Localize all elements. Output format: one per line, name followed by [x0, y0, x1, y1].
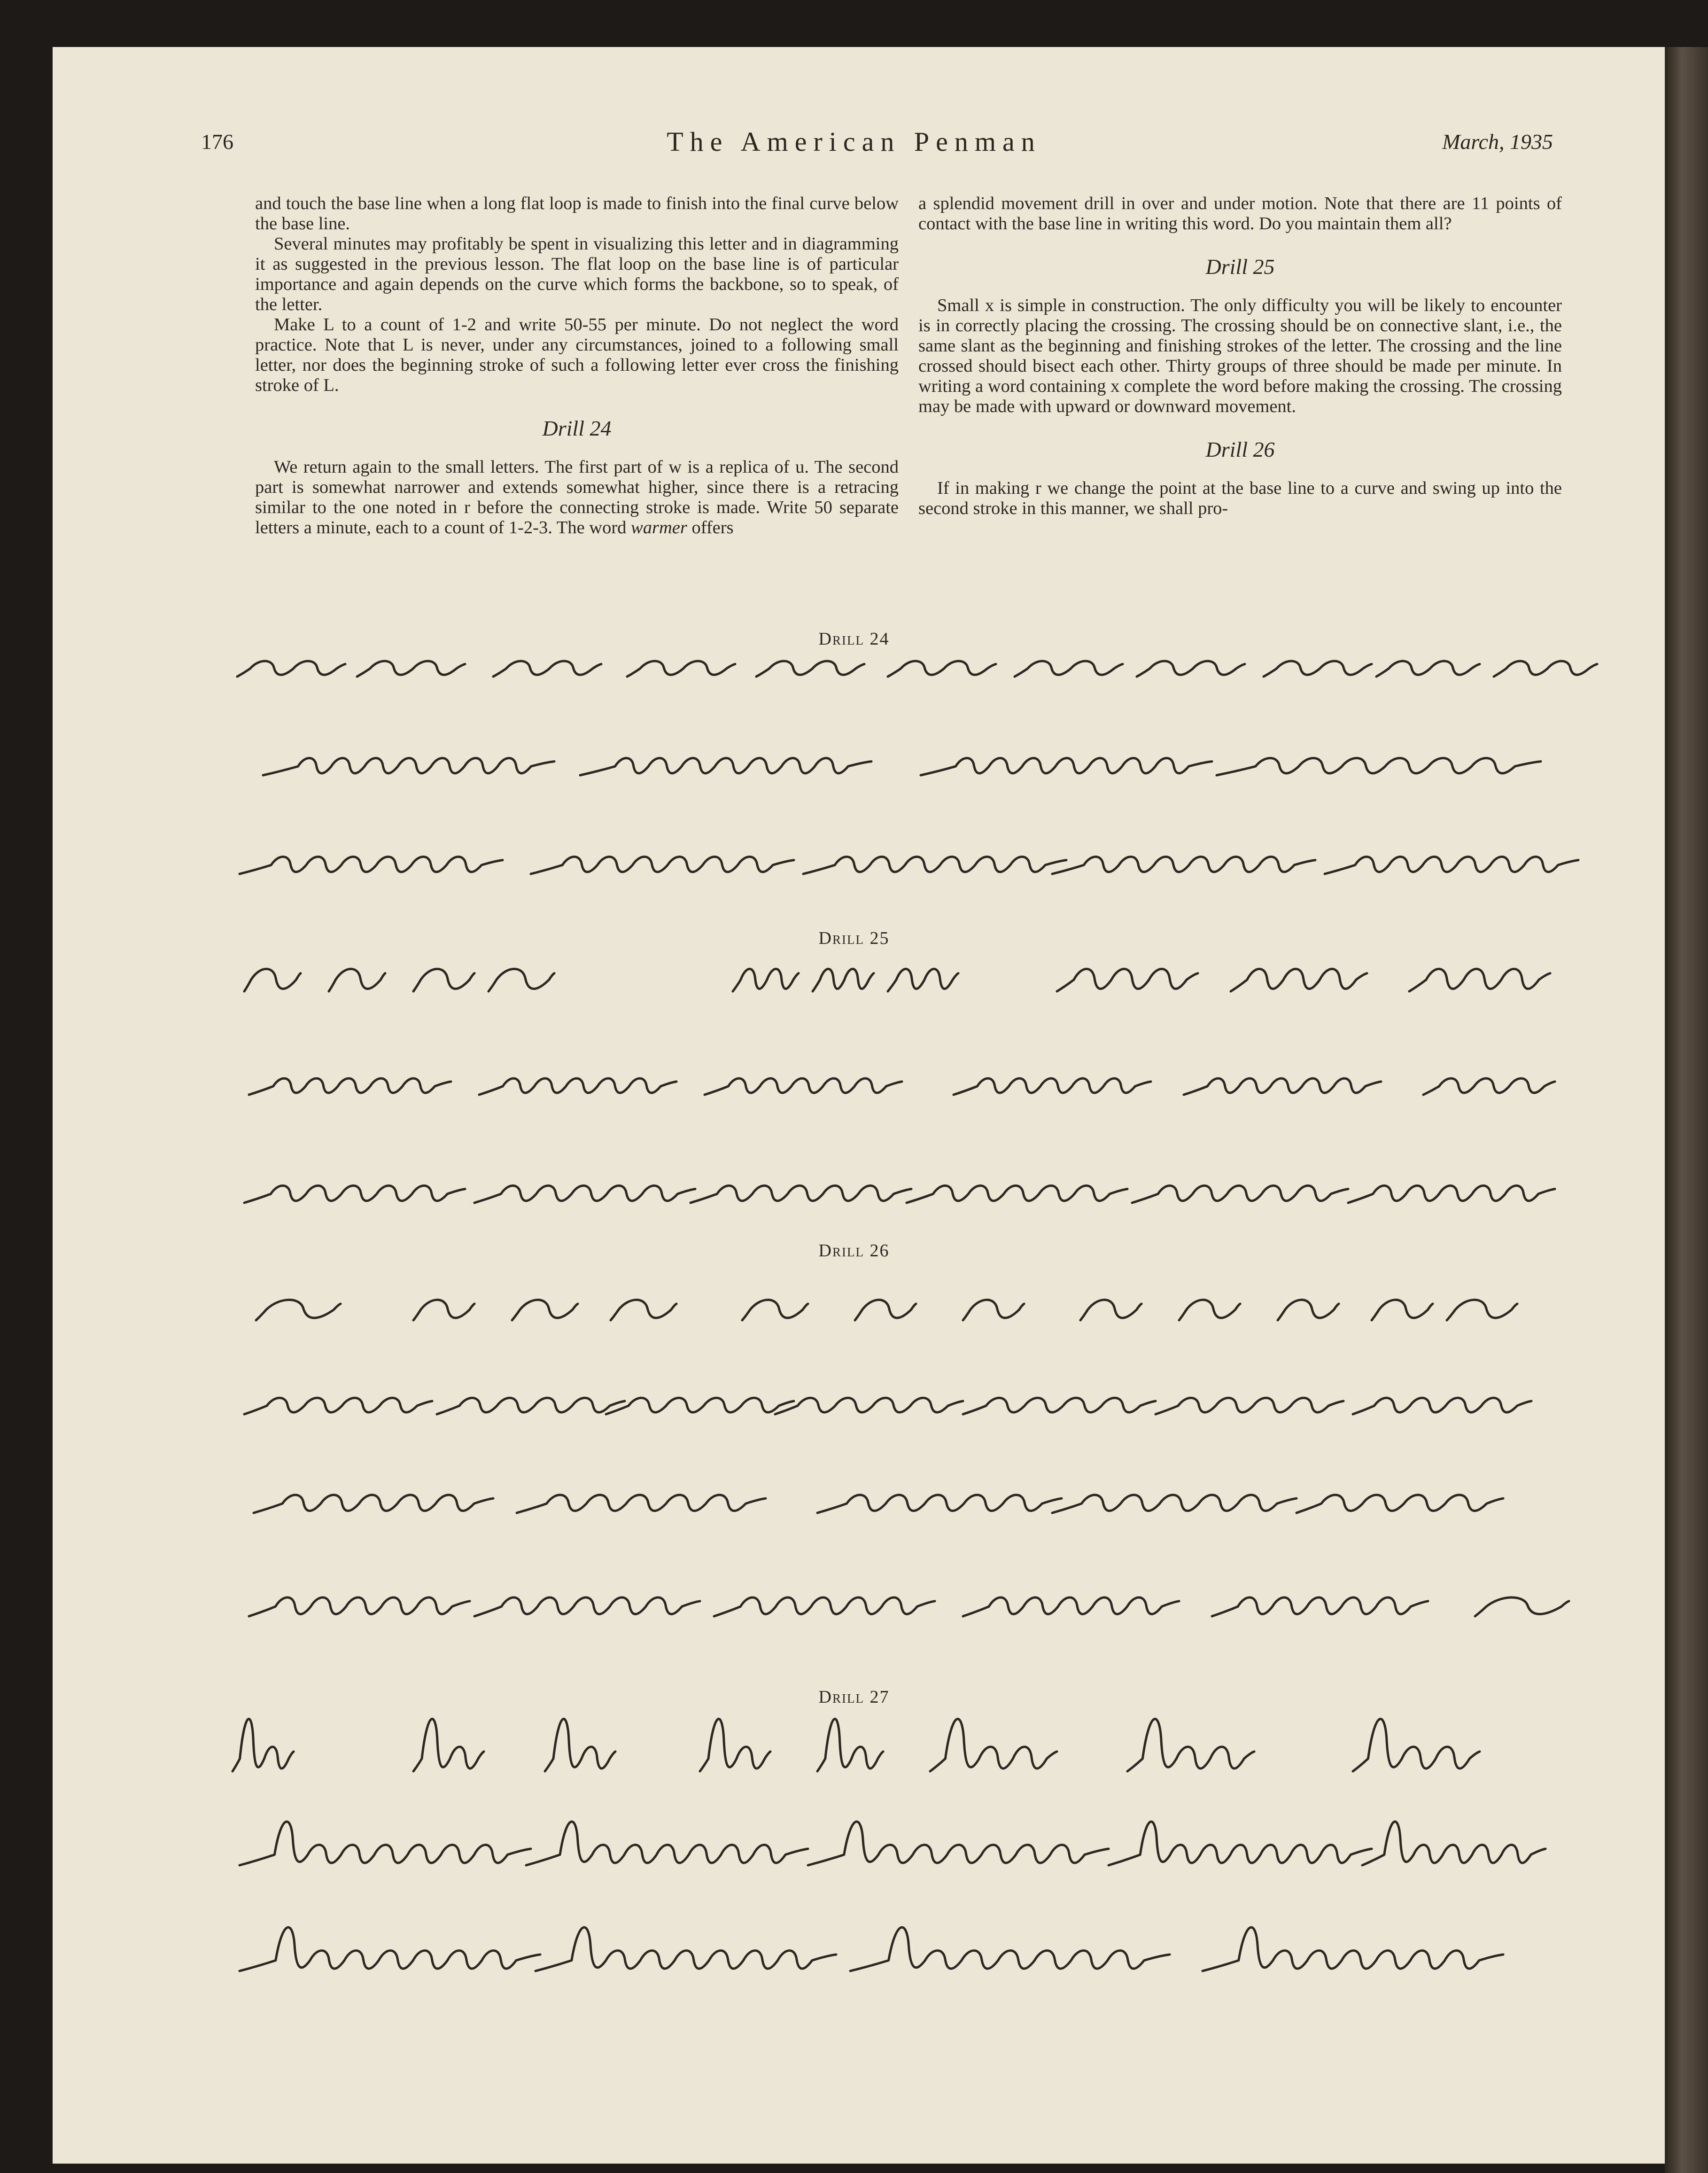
- handwriting-xenia: [705, 1078, 902, 1095]
- handwriting-humane: [526, 1822, 808, 1865]
- handwriting-vine: [775, 1398, 963, 1414]
- handwriting-vine: [1156, 1398, 1343, 1414]
- handwriting-v-drill: [742, 1300, 808, 1320]
- handwriting-xenia: [479, 1078, 676, 1095]
- handwriting-venon: [817, 1495, 1062, 1513]
- handwriting-xenia: [954, 1078, 1151, 1095]
- handwriting-writer: [1052, 857, 1315, 874]
- handwriting-v-drill: [1447, 1300, 1517, 1320]
- handwriting-x-drill: [1231, 969, 1367, 991]
- handwriting-v-drill: [855, 1300, 916, 1320]
- handwriting-w-drill: [1494, 661, 1597, 677]
- handwriting-h-drill: [413, 1719, 484, 1771]
- handwriting-w-drill: [888, 661, 996, 677]
- handwriting-x-drill: [888, 969, 958, 991]
- handwriting-warmer: [1217, 758, 1541, 775]
- paragraph: If in making r we change the point at the base line to a curve and swing up into the second stroke in this manner, we shall pro-: [918, 478, 1562, 518]
- handwriting-v-drill: [1080, 1300, 1141, 1320]
- section-heading: Drill 24: [542, 416, 612, 440]
- handwriting-vine: [963, 1398, 1156, 1414]
- handwriting-verify: [714, 1597, 935, 1616]
- handwriting-hammer: [536, 1927, 836, 1971]
- handwriting-x-drill: [1057, 969, 1198, 991]
- handwriting-v-drill: [963, 1300, 1024, 1320]
- handwriting-w-drill: [1376, 661, 1480, 677]
- handwriting-h-drill: [930, 1719, 1057, 1771]
- handwriting-v-drill: [1278, 1300, 1339, 1320]
- handwriting-xebec: [907, 1186, 1127, 1203]
- handwriting-writer: [1325, 857, 1578, 874]
- handwriting-h-drill: [1353, 1719, 1480, 1771]
- handwriting-h-drill: [1127, 1719, 1254, 1771]
- handwriting-venon: [254, 1495, 493, 1513]
- handwriting-v-drill: [256, 1300, 341, 1320]
- handwriting-w-drill: [1264, 661, 1372, 677]
- handwriting-writer: [803, 857, 1066, 874]
- handwriting-warmer: [580, 758, 871, 775]
- handwriting-w-drill: [237, 661, 345, 677]
- handwriting-vine: [437, 1398, 625, 1414]
- handwriting-xenia: [1423, 1078, 1555, 1095]
- paragraph: Small x is simple in construction. The only difficulty you will be likely to encounter is in correctly placing the crossing. The crossing should be on connective slant, i.e., the same slant as the beginning and finishing strokes of the letter. The crossing and the line crossed should bisect each other. Thirty groups of three should be made per minute. In writing a word containing x complete the word before making the crossing. The crossing may be made with upward or downward movement.: [918, 296, 1562, 416]
- handwriting-verify: [249, 1597, 470, 1616]
- handwriting-h-drill: [545, 1719, 615, 1771]
- handwriting-xebec: [474, 1186, 695, 1203]
- handwriting-humane: [1109, 1822, 1372, 1865]
- handwriting-venon: [517, 1495, 766, 1513]
- handwriting-vine: [1353, 1398, 1531, 1414]
- publication-title: The American Penman: [667, 126, 1041, 157]
- handwriting-venon: [1052, 1495, 1297, 1513]
- handwriting-writer: [240, 857, 503, 874]
- handwriting-v-drill: [413, 1300, 474, 1320]
- handwriting-h-drill: [817, 1719, 883, 1771]
- handwriting-warmer: [921, 758, 1212, 775]
- handwriting-v-drill: [1179, 1300, 1240, 1320]
- handwriting-w-drill: [493, 661, 601, 677]
- section-heading: Drill 26: [1205, 437, 1275, 461]
- handwriting-humane: [808, 1822, 1109, 1865]
- handwriting-x-drill: [813, 969, 874, 991]
- handwriting-xebec: [691, 1186, 911, 1203]
- handwriting-x-drill: [329, 969, 385, 991]
- handwriting-verify: [1212, 1597, 1428, 1616]
- section-heading: Drill 25: [1205, 255, 1275, 279]
- paragraph: Make L to a count of 1-2 and write 50-55 per minute. Do not neglect the word practice. Note that L is never, under any circumstances, joined to a following small letter, nor does the beginning stroke of such a following letter ever cross the finishing stroke of L.: [255, 315, 899, 395]
- handwriting-h-drill: [700, 1719, 770, 1771]
- paragraph: We return again to the small letters. The first part of w is a replica of u. The second part is somewhat narrower and extends somewhat higher, since there is a retracing similar to the one noted in r before the connecting stroke is made. Write 50 separate letters a minute, each to a count of 1-2-3. The word warmer offers: [255, 457, 899, 537]
- handwriting-verify: [1475, 1597, 1569, 1616]
- handwriting-x-drill: [1409, 969, 1550, 991]
- handwriting-w-drill: [756, 661, 864, 677]
- drill-label: Drill 24: [818, 629, 890, 649]
- handwriting-x-drill: [733, 969, 799, 991]
- issue-date: March, 1935: [1442, 130, 1553, 154]
- handwriting-xebec: [1348, 1186, 1555, 1203]
- handwriting-xebec: [244, 1186, 465, 1203]
- handwriting-hammer: [240, 1927, 540, 1971]
- handwriting-xenia: [249, 1078, 451, 1095]
- handwriting-w-drill: [627, 661, 735, 677]
- handwriting-humane: [240, 1822, 531, 1865]
- handwriting-x-drill: [244, 969, 301, 991]
- handwriting-vine: [606, 1398, 794, 1414]
- paragraph: Several minutes may profitably be spent in visualizing this letter and in diagramming it as suggested in the previous lesson. The flat loop on the base line is of particular importance and again depends on the curve which forms the backbone, so to speak, of the letter.: [255, 234, 899, 314]
- drill-label: Drill 27: [818, 1687, 890, 1707]
- handwriting-venon: [1297, 1495, 1503, 1513]
- handwriting-xebec: [1132, 1186, 1348, 1203]
- handwriting-w-drill: [1015, 661, 1123, 677]
- drill-label: Drill 26: [818, 1241, 890, 1261]
- handwriting-verify: [963, 1597, 1179, 1616]
- handwriting-w-drill: [1137, 661, 1245, 677]
- handwriting-v-drill: [611, 1300, 676, 1320]
- handwriting-xenia: [1184, 1078, 1381, 1095]
- handwriting-x-drill: [413, 969, 474, 991]
- handwriting-h-drill: [233, 1719, 294, 1771]
- paragraph: a splendid movement drill in over and under motion. Note that there are 11 points of contact with the base line in writing this word. Do you maintain them all?: [918, 194, 1562, 234]
- paragraph: and touch the base line when a long flat loop is made to finish into the final curve below the base line.: [255, 194, 899, 234]
- handwriting-verify: [474, 1597, 700, 1616]
- handwriting-writer: [531, 857, 794, 874]
- handwriting-humane: [1362, 1822, 1545, 1865]
- handwriting-w-drill: [357, 661, 465, 677]
- handwriting-vine: [244, 1398, 432, 1414]
- handwriting-v-drill: [512, 1300, 578, 1320]
- page-number: 176: [201, 130, 233, 154]
- handwriting-x-drill: [489, 969, 554, 991]
- handwriting-hammer: [1203, 1927, 1503, 1971]
- handwriting-warmer: [263, 758, 554, 775]
- drill-label: Drill 25: [818, 928, 890, 948]
- handwriting-v-drill: [1372, 1300, 1433, 1320]
- handwriting-hammer: [850, 1927, 1170, 1971]
